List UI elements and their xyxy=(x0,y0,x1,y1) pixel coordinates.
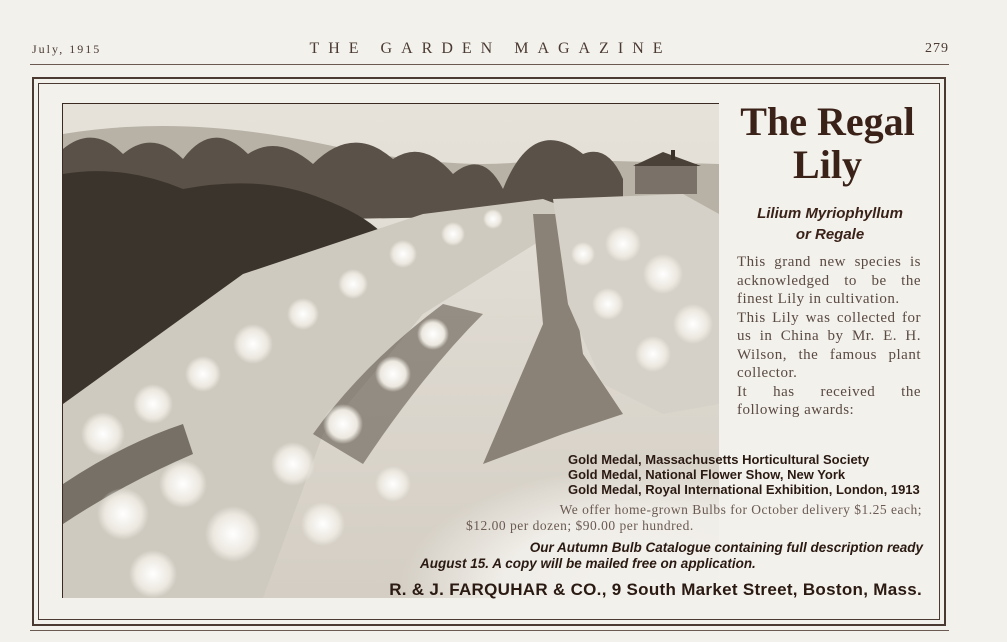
catalogue-line-1: Our Autumn Bulb Catalogue containing full description ready xyxy=(529,540,923,555)
award-item: Gold Medal, National Flower Show, New York xyxy=(568,467,846,482)
description-paragraph-1: This grand new species is acknowledged to be the finest Lily in cultivation. xyxy=(737,254,921,307)
ad-description xyxy=(737,253,921,420)
ad-subtitle-line1: Lilium Myriophyllum xyxy=(757,205,903,222)
award-item: Gold Medal, Royal International Exhibition, London, 1913 xyxy=(568,482,920,497)
header-rule xyxy=(30,64,949,65)
page-header xyxy=(32,40,949,60)
catalogue-notice xyxy=(395,540,923,572)
offer-line-1: We offer home-grown Bulbs for October delivery $1.25 each; xyxy=(559,502,922,517)
ad-title xyxy=(730,100,925,186)
ad-title-line2: Lily xyxy=(793,142,862,187)
magazine-title: THE GARDEN MAGAZINE xyxy=(309,40,672,57)
ad-subtitle-line2: or Regale xyxy=(795,226,865,243)
price-offer xyxy=(466,502,922,534)
advertiser-address: R. & J. FARQUHAR & CO., 9 South Market Street, Boston, Mass. xyxy=(389,580,922,599)
offer-line-2: $12.00 per dozen; $90.00 per hundred. xyxy=(466,518,694,533)
awards-list xyxy=(568,452,928,497)
description-paragraph-2: This Lily was collected for us in China by Mr. E. H. Wilson, the famous plant collector. xyxy=(737,309,921,381)
description-paragraph-3: It has received the following awards: xyxy=(737,383,921,418)
page-number: 279 xyxy=(925,41,949,56)
issue-date: July, 1915 xyxy=(32,42,102,56)
catalogue-line-2: August 15. A copy will be mailed free on application. xyxy=(420,556,756,571)
ad-title-line1: The Regal xyxy=(740,99,915,144)
award-item: Gold Medal, Massachusetts Horticultural Society xyxy=(568,452,870,467)
ad-subtitle xyxy=(730,203,930,245)
bottom-rule xyxy=(30,630,949,631)
